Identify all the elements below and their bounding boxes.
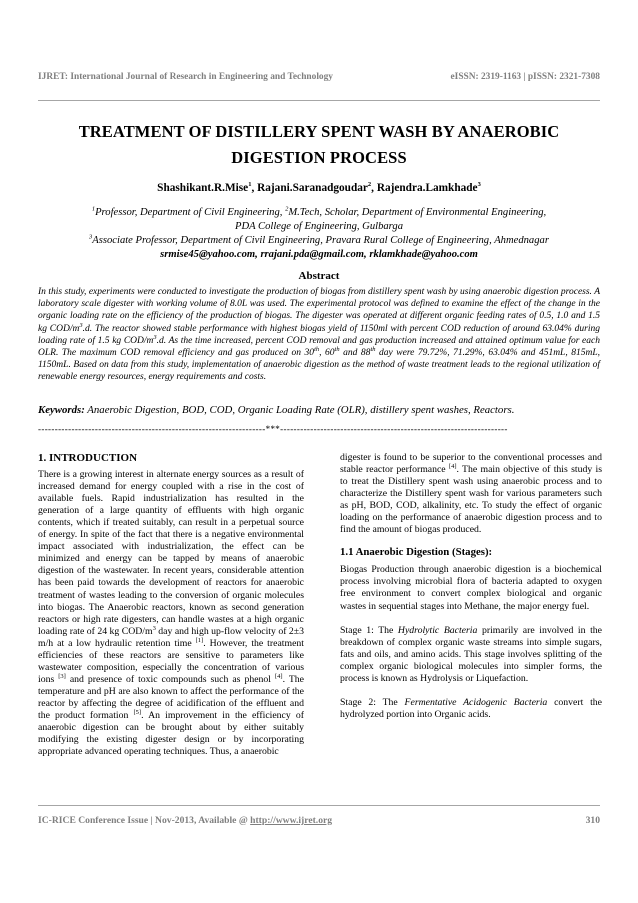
- citation: [3]: [58, 672, 66, 680]
- section-heading: 1. INTRODUCTION: [38, 452, 138, 464]
- intro-continued-paragraph: [340, 452, 602, 536]
- body-text: . The main objective of this study is to treat the Distillery spent wash using anaerobic process and to characterize the Distillery spent wash for various parameters such as pH, BOD, COD, alkalinity, etc. To study the effect of organic loading on the performance of anaerobic digestion process and to find the amount of biogas produced.: [340, 464, 602, 536]
- running-footer: [38, 815, 600, 829]
- left-column: [38, 452, 304, 758]
- abstract-text: In this study, experiments were conducted to investigate the production of biogas from distillery spent wash by using anaerobic digestion process. A laboratory scale digester with working volume of 8.0L was used. The experimental protocol was defined to examine the effect of the change in the organic loading rate on the efficiency of the production of biogas. The digester was operated at different organic feeding rates of 0.5, 1.0 and 1.5 kg COD/m: [38, 287, 600, 334]
- author-name: Shashikant.R.Mise: [157, 182, 249, 194]
- affiliation-line-1: [40, 207, 598, 218]
- citation: [4]: [275, 672, 283, 680]
- right-column: [340, 452, 602, 721]
- affil-mark: 2: [285, 205, 289, 213]
- author-name: Rajendra.Lamkhade: [376, 182, 478, 194]
- affil-text: Associate Professor, Department of Civil Engineering, Pravara Rural College of Engineering, Ahmednagar: [92, 235, 549, 246]
- abstract-text: , 60: [319, 348, 335, 359]
- affil-text: Professor, Department of Civil Engineering,: [95, 207, 286, 218]
- citation: [1]: [195, 636, 204, 644]
- emphasis-text: Fermentative Acidogenic Bacteria: [404, 696, 548, 708]
- subsection-heading: 1.1 Anaerobic Digestion (Stages):: [340, 546, 493, 559]
- journal-name: IJRET: International Journal of Research in Engineering and Technology: [38, 72, 333, 82]
- superscript: th: [370, 345, 376, 353]
- citation: [4]: [448, 462, 457, 470]
- superscript: th: [334, 345, 340, 353]
- author-separator: ,: [251, 182, 258, 194]
- body-text: digester is found to be superior to the conventional processes and stable reactor performance: [340, 452, 602, 476]
- affil-text: M.Tech, Scholar, Department of Environmental Engineering,: [288, 207, 547, 218]
- abstract-text: and 88: [339, 348, 371, 359]
- stage-2-paragraph: [340, 697, 602, 721]
- body-text: Stage 1: The: [340, 624, 398, 636]
- abstract-text: day were 79.72%, 71.29%, 63.04% and 451mL, 815mL, 1150mL. Based on data from this study, implementation of anaerobic digestion as the method of waste treatment leads to the regional utilization of renewable energy resources, energy requirements and costs.: [38, 348, 601, 383]
- author-affil-mark: 2: [367, 181, 372, 189]
- abstract-heading: Abstract: [298, 270, 340, 282]
- emphasis-text: Hydrolytic Bacteria: [397, 624, 478, 636]
- keywords-text: Anaerobic Digestion, BOD, COD, Organic Loading Rate (OLR), distillery spent washes, Reactors.: [84, 404, 515, 416]
- affiliation-line-2: PDA College of Engineering, Gulbarga: [234, 221, 403, 232]
- issn-info: eISSN: 2319-1163 | pISSN: 2321-7308: [450, 72, 600, 82]
- body-text: . The temperature and pH are also known to affect the performance of the reactor by affecting the degree of acidification of the effluent and the product formation: [38, 673, 304, 721]
- superscript: th: [314, 345, 320, 353]
- author-emails: srmise45@yahoo.com, rrajani.pda@gmail.com, rklamkhade@yahoo.com: [160, 249, 478, 260]
- affil-mark: 1: [91, 205, 96, 213]
- running-header: [38, 72, 600, 86]
- citation: [5]: [133, 708, 142, 716]
- header-rule: [38, 100, 600, 101]
- stage-1-paragraph: [340, 625, 602, 685]
- conference-info: [38, 815, 332, 826]
- affiliation-line-3: [40, 235, 598, 246]
- conference-text: IC-RICE Conference Issue | Nov-2013, Available @: [38, 815, 251, 826]
- superscript: 3: [152, 624, 156, 632]
- superscript: 3: [153, 333, 157, 341]
- body-text: day and high up-flow velocity of 2±3 m/h at a low hydraulic retention time: [38, 625, 304, 649]
- footer-rule: [38, 805, 600, 806]
- section-separator: --------------------------------------------------------------------***--------------------------------------------------------------------: [38, 424, 508, 434]
- paper-title-line-1: TREATMENT OF DISTILLERY SPENT WASH BY ANAEROBIC: [78, 122, 560, 141]
- body-text: . An improvement in the efficiency of anaerobic digestion can be brought about by either suitably modifying the existing digester design or by incorporating appropriate advanced operating techniques. Thus, a anaerobic: [38, 709, 304, 758]
- body-text: and presence of toxic compounds such as phenol: [65, 673, 275, 685]
- body-text: Stage 2: The: [340, 696, 405, 708]
- biogas-paragraph: Biogas Production through anaerobic digestion is a biochemical process involving microbial flora of bacteria adapted to oxygen free environment to convert complex biological and organic wastes in sequential stages into Methane, the major energy fuel.: [340, 564, 602, 612]
- page-number: 310: [585, 815, 600, 826]
- keywords-line: [38, 404, 600, 416]
- superscript: 3: [79, 321, 83, 329]
- abstract-text: .d. The reactor showed stable performance with highest biogas yield of 1150ml with percent COD reduction of around 63.04% during loading rate of 1.5 kg COD/m: [38, 323, 600, 346]
- body-text: primarily are involved in the breakdown of complex organic waste streams into simple sugars, fats and oils, and amino acids. This stage involves splitting of the complex organic biological molecules into simpler forms, the process is known as Hydrolysis or Liquefaction.: [340, 624, 602, 684]
- author-list: [40, 182, 598, 194]
- abstract-body: [38, 286, 600, 384]
- affil-mark: 3: [89, 233, 93, 241]
- keywords-label: Keywords:: [38, 404, 85, 416]
- body-text: convert the hydrolyzed portion into Organic acids.: [340, 696, 602, 720]
- journal-link[interactable]: http://www.ijret.org: [250, 815, 333, 826]
- author-name: Rajani.Saranadgoudar: [257, 182, 368, 194]
- intro-paragraph: [38, 469, 304, 758]
- author-separator: ,: [371, 182, 377, 194]
- paper-title-line-2: DIGESTION PROCESS: [231, 148, 407, 167]
- author-affil-mark: 3: [477, 181, 481, 189]
- abstract-text: .d. As the time increased, percent COD removal and gas production increased and attained optimum value for each OLR. The maximum COD removal efficiency and gas produced on 30: [38, 335, 600, 359]
- author-affil-mark: 1: [248, 181, 252, 189]
- body-text: There is a growing interest in alternate energy sources as a result of increased demand for energy coupled with a rise in the cost of available fuels. Rapid industrialization has resulted in the generation of a large quantity of effluents with high organic contents, which if treated suitably, can result in a perpetual source of energy. In spite of the fact that there is a negative environmental impact associated with industrialization, the effect can be minimized and energy can be tapped by means of anaerobic digestion of the wastewater. In recent years, considerable attention has been paid towards the development of reactors for anaerobic treatment of wastes leading to the conversion of organic molecules into biogas. The Anaerobic reactors, known as second generation reactors or high rate digesters, can handle wastes at a high organic loading rate of 24 kg COD/m: [38, 469, 304, 637]
- body-text: . However, the treatment efficiencies of these reactors are sensitive to parameters like wastewater composition, especially the concentration of various ions: [38, 637, 304, 685]
